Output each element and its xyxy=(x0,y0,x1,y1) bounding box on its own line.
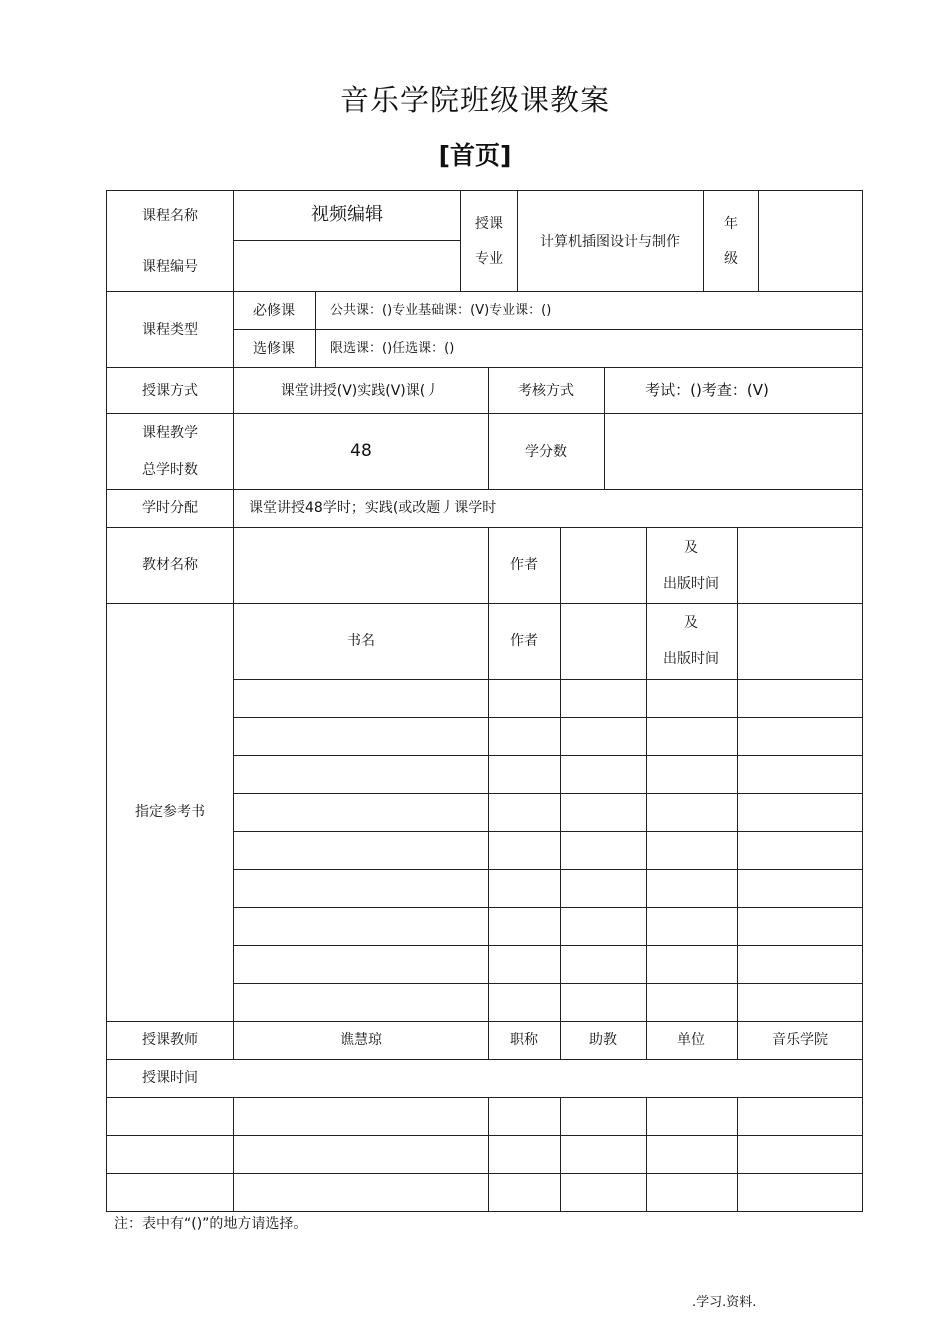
title-rank-value: 助教 xyxy=(589,1032,617,1048)
credits-label: 学分数 xyxy=(525,444,567,460)
reference-pub-header-line2: 出版时间 xyxy=(663,651,719,667)
teacher-value: 谯慧琼 xyxy=(340,1032,382,1048)
title-rank-label: 职称 xyxy=(510,1032,538,1048)
textbook-pub-label-line1: 及 xyxy=(684,540,698,556)
major-label-line1: 授课 xyxy=(475,216,503,232)
assessment-label: 考核方式 xyxy=(518,383,574,399)
required-options: 公共课：()专业基础课：(V)专业课：() xyxy=(330,303,552,318)
hour-allocation-value: 课堂讲授48学时；实践(或改题丿课学时 xyxy=(249,500,497,516)
elective-options: 限选课：()任选课：() xyxy=(330,341,455,356)
textbook-label: 教材名称 xyxy=(142,557,198,573)
book-title-header: 书名 xyxy=(347,633,375,649)
reference-pub-header-line1: 及 xyxy=(684,615,698,631)
teaching-mode-value: 课堂讲授(V)实践(V)课(丿 xyxy=(280,383,440,399)
major-value: 计算机插图设计与制作 xyxy=(540,234,680,250)
course-code-label: 课程编号 xyxy=(142,259,198,275)
reference-author-header: 作者 xyxy=(510,633,538,649)
textbook-pub-label-line2: 出版时间 xyxy=(663,576,719,592)
major-label-line2: 专业 xyxy=(475,251,503,267)
course-type-label: 课程类型 xyxy=(142,322,198,338)
grade-label-line1: 年 xyxy=(724,216,738,232)
total-hours-label-line1: 课程教学 xyxy=(142,425,198,441)
course-name-label: 课程名称 xyxy=(142,208,198,224)
required-label: 必修课 xyxy=(253,303,295,319)
assessment-value: 考试：()考查：(V) xyxy=(645,381,769,399)
page-subtitle: [首页] xyxy=(438,141,512,170)
unit-label: 单位 xyxy=(677,1032,705,1048)
textbook-author-label: 作者 xyxy=(510,557,538,573)
total-hours-label-line2: 总学时数 xyxy=(142,462,198,478)
hour-allocation-label: 学时分配 xyxy=(142,500,198,516)
teaching-time-label: 授课时间 xyxy=(142,1070,198,1086)
teaching-mode-label: 授课方式 xyxy=(142,383,198,399)
total-hours-value: 48 xyxy=(350,441,372,461)
page-title: 音乐学院班级课教案 xyxy=(339,83,610,117)
footer-text: .学习.资料. xyxy=(692,1295,757,1310)
elective-label: 选修课 xyxy=(253,341,295,357)
reference-books-label: 指定参考书 xyxy=(135,804,205,820)
grade-label-line2: 级 xyxy=(724,251,738,267)
unit-value: 音乐学院 xyxy=(772,1032,828,1048)
teacher-label: 授课教师 xyxy=(142,1032,198,1048)
course-name-value: 视频编辑 xyxy=(311,204,383,225)
footnote: 注：表中有“()”的地方请选择。 xyxy=(114,1216,308,1232)
